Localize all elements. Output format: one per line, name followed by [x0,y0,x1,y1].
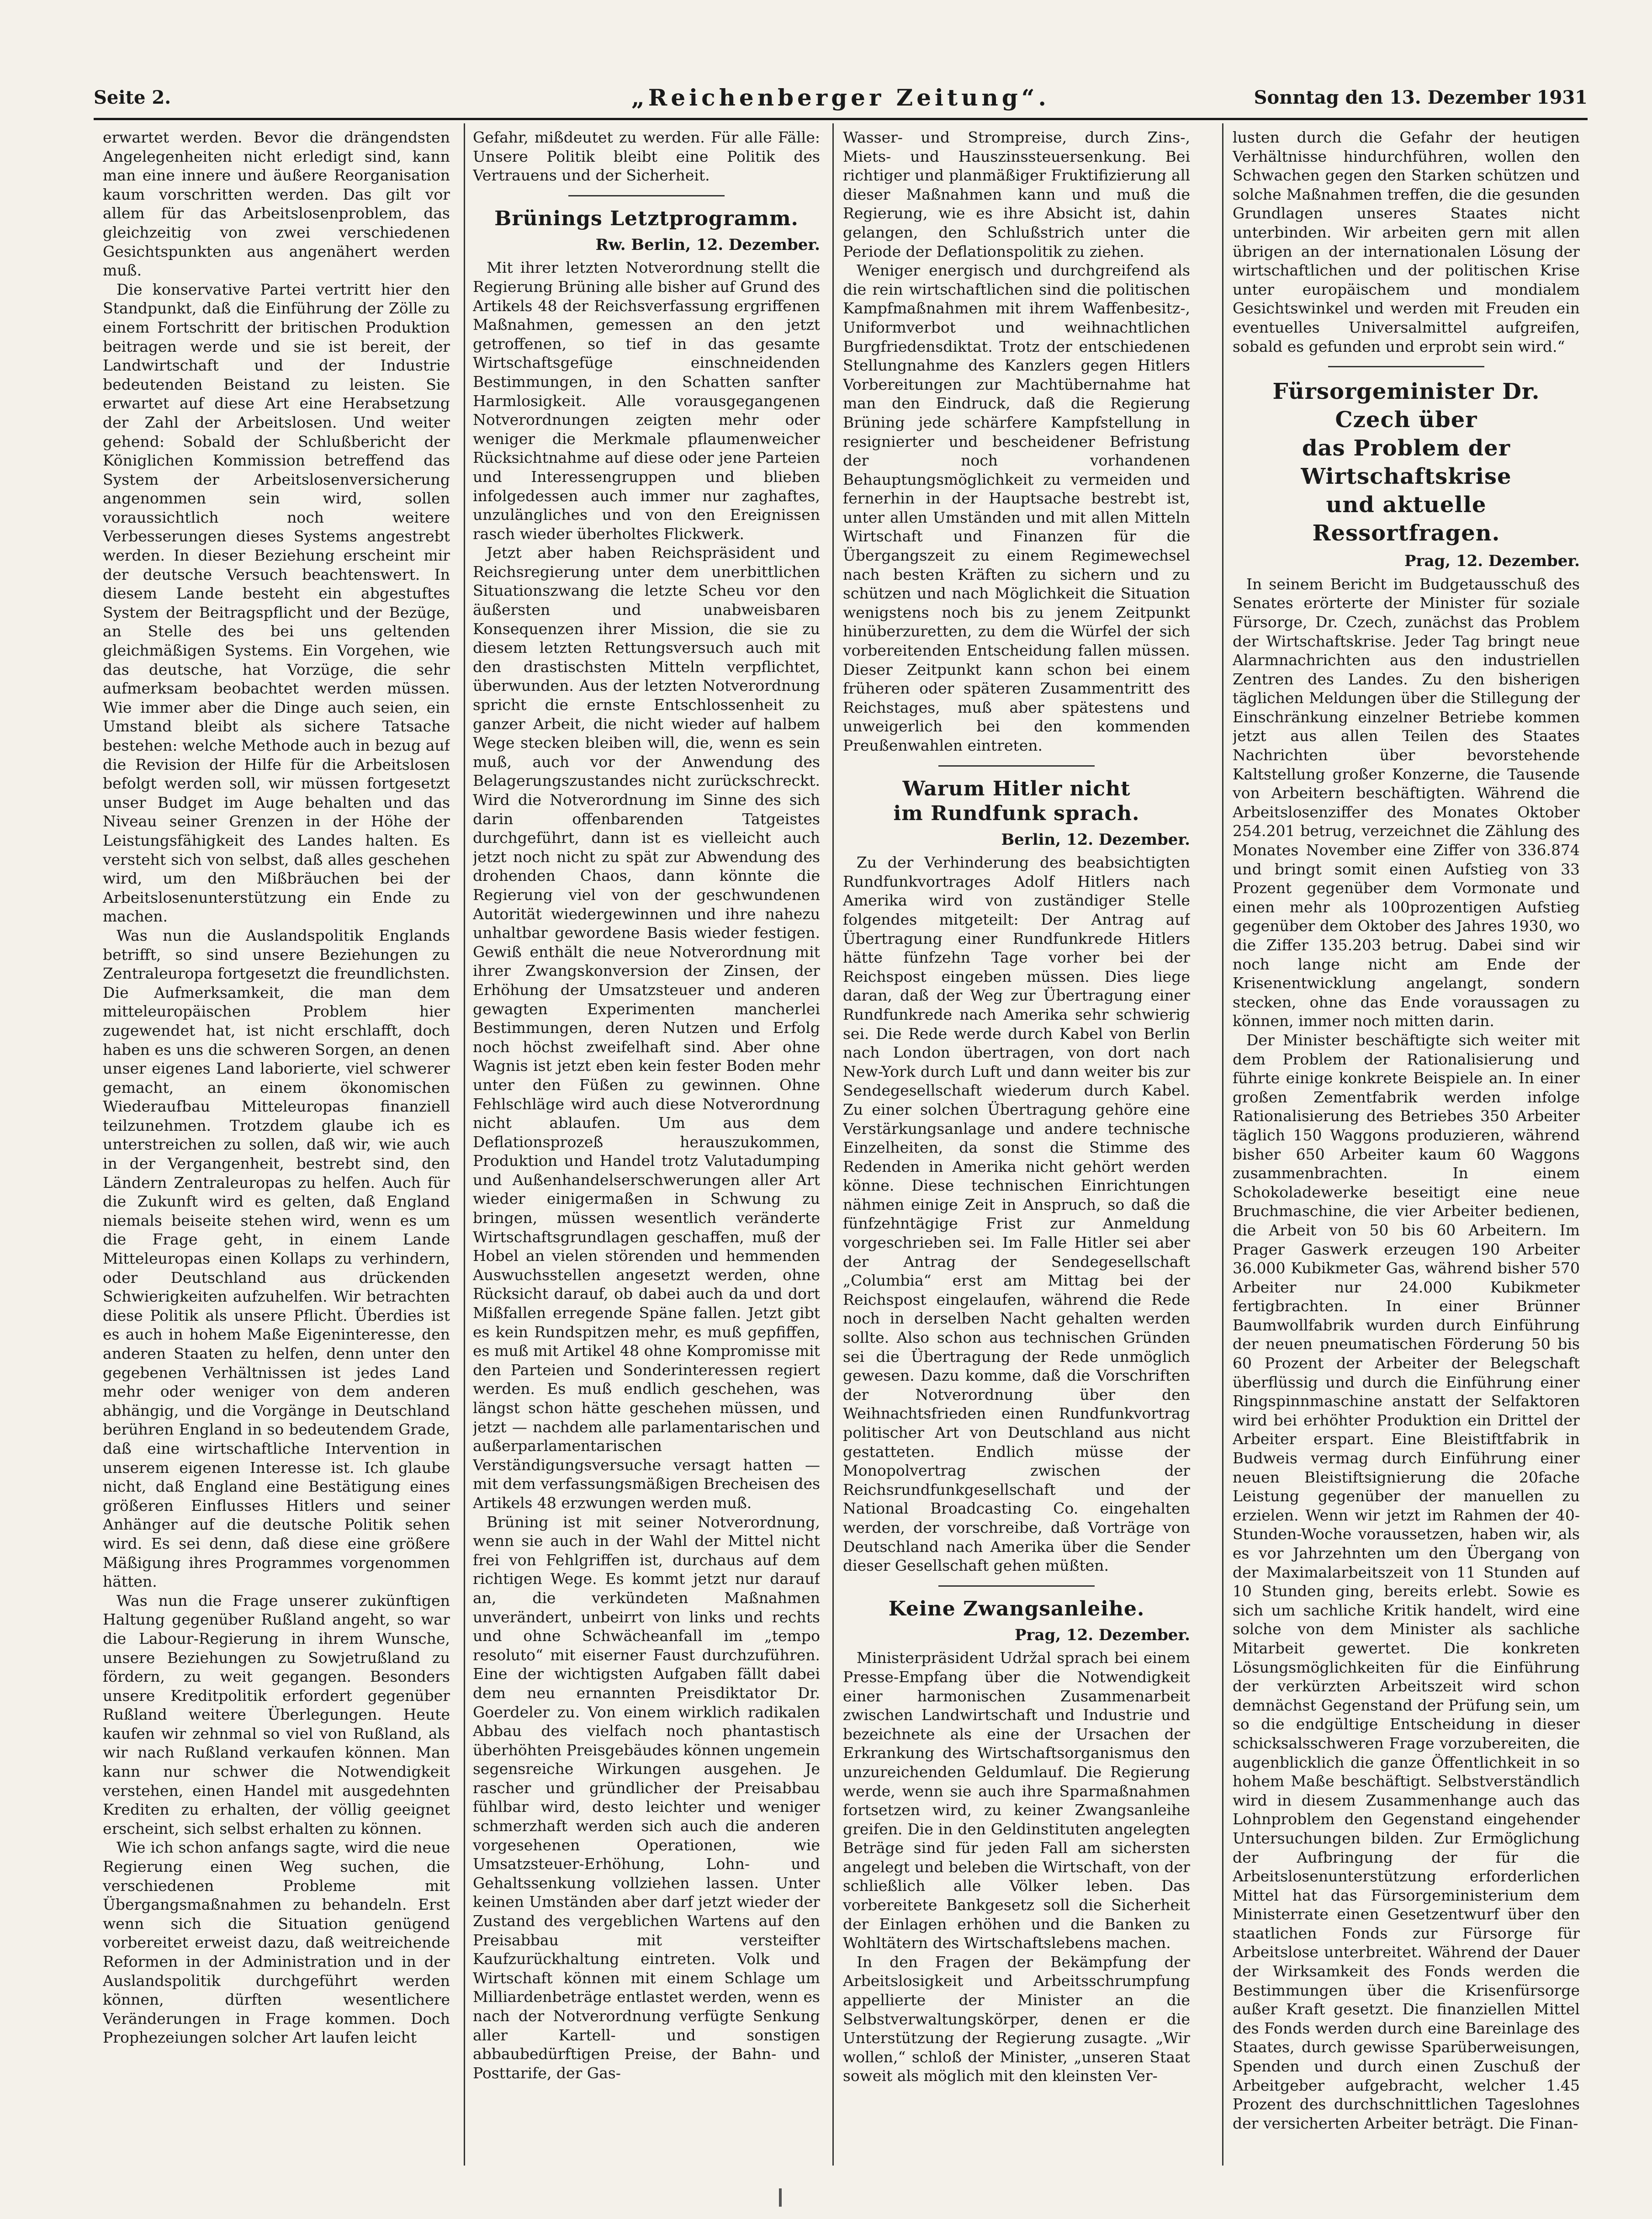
paragraph: Gefahr, mißdeutet zu werden. Für alle Fälle: Unsere Politik bleibt eine Politik des Vertrauens und der Sicherheit. [473,128,820,185]
paragraph: Mit ihrer letzten Notverordnung stellt die Regierung Brüning alle bisher auf Grund des Artikels 48 der Reichsverfassung ergriffenen Maßnahmen, gemessen an den jetzt getroffenen, so tief in das gesamte Wirtschaftsgefüge einschneidenden Bestimmungen, in den Schatten sanfter Harmlosigkeit. Alle vorausgegangenen Notverordnungen zeigten mehr oder weniger die Merkmale pflaumenweicher Rücksichtnahme auf diese oder jene Parteien und Interessengruppen und blieben infolgedessen auch immer nur zaghaftes, unzulängliches und von den Ereignissen rasch wieder überholtes Flickwerk. [473,259,820,543]
paragraph: In seinem Bericht im Budgetausschuß des Senates erörterte der Minister für soziale Fürsorge, Dr. Czech, zunächst das Problem der Wirtschaftskrise. Jeder Tag bringt neue Alarmnachrichten aus den industriellen Zentren des Landes. Zu den bisherigen täglichen Meldungen über die Stillegung der Einschränkung einzelner Betriebe kommen jetzt aus allen Teilen des Staates Nachrichten über bevorstehende Kaltstellung großer Konzerne, die Tausende von Arbeitern beschäftigten. Während die Arbeitslosenziffer des Monates Oktober 254.201 betrug, verzeichnet die Zählung des Monates November eine Ziffer von 336.874 und bringt somit einen Aufstieg von 33 Prozent gegenüber dem Vormonate und einen mehr als 100prozentigen Aufstieg gegenüber dem Oktober des Jahres 1930, wo die Ziffer 135.203 betrug. Dabei sind wir noch lange nicht am Ende der Krisenentwicklung angelangt, sondern stecken, ohne das Ende voraussagen zu können, immer noch mitten darin. [1233,575,1580,1030]
paragraph: Die konservative Partei vertritt hier den Standpunkt, daß die Einführung der Zölle zu einem Fortschritt der britischen Produktion beitragen werde und sie ist bereit, der Landwirtschaft und der Industrie bedeutenden Beistand zu leisten. Sie erwartet auf diese Art eine Herabsetzung der Zahl der Arbeitslosen. Und weiter gehend: Sobald der Schlußbericht der Königlichen Kommission betreffend das System der Arbeitslosenversicherung angenommen sein wird, sollen voraussichtlich noch weitere Verbesserungen dieses Systems angestrebt werden. In dieser Beziehung erscheint mir der deutsche Versuch beachtenswert. In diesem Lande besteht ein abgestuftes System der Beitragspflicht und der Bezüge, an Stelle des bei uns geltenden gleichmäßigen Systems. Ein Vorgehen, wie das deutsche, hat Vorzüge, die sehr aufmerksam beobachtet werden müssen. Wie immer aber die Dinge auch seien, ein Umstand bleibt als sichere Tatsache bestehen: welche Methode auch in bezug auf die Revision der Hilfe für die Arbeitslosen befolgt werden soll, wir müssen fortgesetzt unser Budget im Auge behalten und das Niveau seiner Grenzen in der Höhe der Leistungsfähigkeit des Landes halten. Es versteht sich von selbst, daß alles geschehen wird, um den Mißbräuchen bei der Arbeitslosenunterstützung ein Ende zu machen. [103,280,450,926]
dateline: Prag, 12. Dezember. [1014,1626,1190,1644]
column-2 [473,128,820,2166]
column-1 [103,128,450,2166]
paragraph: Brüning ist mit seiner Notverordnung, wenn sie auch in der Wahl der Mittel nicht frei von Fehlgriffen ist, durchaus auf dem richtigen Wege. Es kommt jetzt nur darauf an, die verkündeten Maßnahmen unverändert, unbeirrt von links und rechts und ohne Schwächeanfall im „tempo resoluto“ mit eiserner Faust durchzuführen. Eine der wichtigsten Aufgaben fällt dabei dem neu ernannten Preisdiktator Dr. Goerdeler zu. Von einem wirklich radikalen Abbau des vielfach noch phantastisch überhöhten Preisgebäudes können ungemein segensreiche Wirkungen ausgehen. Je rascher und gründlicher der Preisabbau fühlbar wird, desto leichter und weniger schmerzhaft werden sich auch die anderen vorgesehenen Operationen, wie Umsatzsteuer-Erhöhung, Lohn- und Gehaltssenkung vollziehen lassen. Unter keinen Umständen aber darf jetzt wieder der Zustand des vergeblichen Wartens auf den Preisabbau mit versteifter Kaufzurückhaltung eintreten. Volk und Wirtschaft können mit einem Schlage um Milliardenbeträge entlastet werden, wenn es nach der Notverordnung verfügte Senkung aller Kartell- und sonstigen abbaubedürftigen Preise, der Bahn- und Posttarife, der Gas- [473,1513,820,2082]
paragraph: Weniger energisch und durchgreifend als die rein wirtschaftlichen sind die politischen Kampfmaßnahmen mit ihrem Waffenbesitz-, Uniformverbot und weihnachtlichen Burgfriedensdiktat. Trotz der entschiedenen Stellungnahme des Kanzlers gegen Hitlers Vorbereitungen zur Machtübernahme hat man den Eindruck, daß die Regierung Brüning jede schärfere Kampfstellung in resignierter und bescheidener Befristung der noch vorhandenen Behauptungsmöglichkeit zu vermeiden und fernerhin in der Hauptsache bestrebt ist, unter allen Umständen und mit allen Mitteln Wirtschaft und Finanzen für die Übergangszeit zu einem Regimewechsel nach besten Kräften zu sichern und zu schützen und nach Möglichkeit die Situation wenigstens noch bis zu jenem Zeitpunkt hinüberzuretten, zu dem die Würfel der sich vorbereitenden Entscheidung fallen müssen. Dieser Zeitpunkt kann schon bei einem früheren oder späteren Zusammentritt des Reichstages, muß aber spätestens und unweigerlich bei den kommenden Preußenwahlen eintreten. [843,261,1190,754]
paragraph: Ministerpräsident Udržal sprach bei einem Presse-Empfang über die Notwendigkeit einer harmonischen Zusammenarbeit zwischen Landwirtschaft und Industrie und bezeichnete als eine der Ursachen der Erkrankung des Wirtschaftsorganismus den unzureichenden Geldumlauf. Die Regierung werde, wenn sie auch ihre Sparmaßnahmen fortsetzen wird, zu keiner Zwangsanleihe greifen. Die in den Geldinstituten angelegten Beträge sind für jeden Fall am sichersten angelegt und beleben die Wirtschaft, von der schließlich alle Völker leben. Das vorbereitete Bankgesetz soll die Sicherheit der Einlagen erhöhen und die Banken zu Wohltätern des Wirtschaftslebens machen. [843,1649,1190,1952]
article-title [1233,377,1580,547]
header-rule [94,118,1588,120]
article-separator [938,765,1095,767]
article-separator [568,195,725,196]
page-number: Seite 2. [94,87,171,108]
paragraph: Was nun die Frage unserer zukünftigen Haltung gegenüber Rußland angeht, so war die Labour-Regierung in ihrem Wunsche, unsere Beziehungen zu Sowjetrußland zu fördern, zu weit gegangen. Besonders unsere Kreditpolitik erfordert gegenüber Rußland weitere Überlegungen. Heute kaufen wir zehnmal so viel von Rußland, als wir nach Rußland verkaufen können. Man kann nur schwer die Notwendigkeit verstehen, einen Handel mit ausgedehnten Krediten zu erhalten, der völlig geeignet erscheint, sich selbst erhalten zu können. [103,1591,450,1838]
dateline: Prag, 12. Dezember. [1404,552,1580,571]
issue-date: Sonntag den 13. Dezember 1931 [1254,87,1588,108]
column-3 [843,128,1190,2166]
column-4 [1233,128,1580,2166]
article-title: Brünings Letztprogramm. [494,207,799,230]
article-title-line: Warum Hitler nicht [902,777,1131,800]
newspaper-title: „Reichenberger Zeitung“. [631,84,1050,111]
paragraph: Der Minister beschäftigte sich weiter mit dem Problem der Rationalisierung und führte einige konkrete Beispiele an. In einer großen Zementfabrik werden infolge Rationalisierung des Betriebes 350 Arbeiter täglich 150 Waggons produzieren, während bisher 650 Arbeiter kaum 60 Waggons zusammenbrachten. In einem Schokoladewerke beseitigt eine neue Bruchmaschine, die vier Arbeiter bedienen, die Arbeit von 50 bis 60 Arbeitern. Im Prager Gaswerk erzeugen 190 Arbeiter 36.000 Kubikmeter Gas, während bisher 570 Arbeiter nur 24.000 Kubikmeter fertigbrachten. In einer Brünner Baumwollfabrik wurden durch Einführung der neuen pneumatischen Förderung 50 bis 60 Prozent der Arbeiter der Belegschaft überflüssig und durch die Einführung einer Ringspinnmaschine anstatt der Selfaktoren wird bei erhöhter Produktion ein Drittel der Arbeiter erspart. Eine Bleistiftfabrik in Budweis vermag durch Einführung einer neuen Bleistiftsignierung die 20fache Leistung gegenüber der manuellen zu erzielen. Wenn wir jetzt im Rahmen der 40-Stunden-Woche voraussetzen, haben wir, als es vor Jahrzehnten um den Übergang von der Maximalarbeitszeit von 11 Stunden auf 10 Stunden ging, bereits erlebt. Sowie es sich um sachliche Kritik handelt, wird eine solche von dem Minister als sachliche Mitarbeit gewertet. Die konkreten Lösungsmöglichkeiten für die Einführung der verkürzten Arbeitszeit wird schon demnächst Gegenstand der Prüfung sein, um so die endgültige Entscheidung in dieser schicksalsschweren Frage vorzubereiten, die augenblicklich die ganze Öffentlichkeit in so hohem Maße beschäftigt. Selbstverständlich wird in diesem Zusammenhange auch das Lohnproblem den Gegenstand eingehender Untersuchungen bilden. Zur Ermöglichung der Aufbringung der für die Arbeitslosenunterstützung erforderlichen Mittel hat das Fürsorgeministerium dem Ministerrate einen Gesetzentwurf über den staatlichen Fonds zur Fürsorge für Arbeitslose unterbreitet. Während der Dauer der Wirksamkeit des Fonds werden die Bestimmungen über die Krisenfürsorge außer Kraft gesetzt. Die finanziellen Mittel des Fonds werden durch eine Bareinlage des Staates, durch gewisse Sparüberweisungen, Spenden und durch einen Zuschuß der Arbeitgeber aufgebracht, welcher 1.45 Prozent des durchschnittlichen Tageslohnes der versicherten Arbeiter beträgt. Die Finan- [1233,1031,1580,2132]
dateline: Rw. Berlin, 12. Dezember. [595,235,820,254]
bottom-mark [779,2188,782,2207]
paragraph: In den Fragen der Bekämpfung der Arbeitslosigkeit und Arbeitsschrumpfung appellierte der Minister an die Selbstverwaltungskörper, denen er die Unterstützung der Regierung zusagte. „Wir wollen,“ schloß der Minister, „unseren Staat soweit als möglich mit den kleinsten Ver- [843,1953,1190,2085]
paragraph: Was nun die Auslandspolitik Englands betrifft, so sind unsere Beziehungen zu Zentraleuropa fortgesetzt die freundlichsten. Die Aufmerksamkeit, die man dem mitteleuropäischen Problem hier zugewendet hat, ist nicht erschlafft, doch haben es uns die schweren Sorgen, an denen unser eigenes Land laborierte, viel schwerer gemacht, an einem ökonomischen Wiederaufbau Mitteleuropas finanziell teilzunehmen. Trotzdem glaube ich es unterstreichen zu sollen, daß wir, wie auch in der Vergangenheit, bestrebt sind, den Ländern Zentraleuropas zu helfen. Auch für die Zukunft wird es gelten, daß England niemals beiseite stehen wird, wenn es um die Frage geht, in einem Lande Mitteleuropas einen Kollaps zu verhindern, oder Deutschland aus drückenden Schwierigkeiten aufzuhelfen. Wir betrachten diese Politik als unsere Pflicht. Überdies ist es auch in hohem Maße Eigeninteresse, den anderen Staaten zu helfen, denn unter den gegebenen Verhältnissen ist jedes Land mehr oder weniger von dem anderen abhängig, und die Vorgänge in Deutschland berühren England in so bedeutendem Grade, daß eine wirtschaftliche Intervention in unserem eigenen Interesse ist. Ich glaube nicht, daß England eine Bestätigung eines größeren Einflusses Hitlers und seiner Anhänger auf die deutsche Politik sehen wird. Es sei denn, daß diese eine größere Mäßigung ihres Programmes vorgenommen hätten. [103,926,450,1591]
paragraph: Jetzt aber haben Reichspräsident und Reichsregierung unter dem unerbittlichen Situationszwang die letzte Scheu vor den äußersten und unabweisbaren Konsequenzen ihrer Mission, die sie zu diesem letzten Rettungsversuch auch mit den drastischsten Mitteln verpflichtet, überwunden. Aus der letzten Notverordnung spricht die ernste Entschlossenheit zu ganzer Arbeit, die nicht wieder auf halbem Wege stecken bleiben will, die, wenn es sein muß, auch vor der Anwendung des Belagerungszustandes nicht zurückschreckt. Wird die Notverordnung im Sinne des sich darin offenbarenden Tatgeistes durchgeführt, dann ist es vielleicht auch jetzt noch nicht zu spät zur Abwendung des drohenden Chaos, dann könnte die Regierung viel von der geschwundenen Autorität wiedergewinnen und ihre nahezu unhaltbar gewordene Basis wieder festigen. Gewiß enthält die neue Notverordnung mit ihrer Zwangskonversion der Zinsen, der Erhöhung der Umsatzsteuer und anderen gewagten Experimenten mancherlei Bestimmungen, deren Nutzen und Erfolg noch höchst zweifelhaft sind. Aber ohne Wagnis ist jetzt eben kein fester Boden mehr unter den Füßen zu gewinnen. Ohne Fehlschläge wird auch diese Notverordnung nicht ablaufen. Um aus dem Deflationsprozeß herauszukommen, Produktion und Handel trotz Valutadumping und Außenhandelserschwerungen aller Art wieder einigermaßen in Schwung zu bringen, müssen wesentlich veränderte Wirtschaftsgrundlagen geschaffen, muß der Hobel an vielen störenden und hemmenden Auswuchsstellen angesetzt werden, ohne Rücksicht darauf, ob dabei auch da und dort Mißfallen erregende Späne fallen. Jetzt gibt es kein Rundspitzen mehr, es muß gepfiffen, es muß mit Artikel 48 ohne Kompromisse mit den Parteien und Sonderinteressen regiert werden. Es muß endlich geschehen, was längst schon hätte geschehen müssen, und jetzt — nachdem alle parlamentarischen und außerparlamentarischen Verständigungsversuche versagt hatten — mit dem verfassungsmäßigen Brecheisen des Artikels 48 erzwungen werden muß. [473,544,820,1512]
paragraph: lusten durch die Gefahr der heutigen Verhältnisse hindurchführen, wollen den Schwachen gegen den Starken schützen und solche Maßnahmen treffen, die die gesunden Grundlagen unseres Staates nicht unterbinden. Wir arbeiten gern mit allen übrigen an der internationalen Lösung der wirtschaftlichen und der politischen Krise unter europäischem und mondialem Gesichtswinkel und werden mit Freuden ein eventuelles Universalmittel aufgreifen, sobald es gefunden und erprobt sein wird.“ [1233,128,1580,355]
article-title [843,777,1190,826]
paragraph: erwartet werden. Bevor die drängendsten Angelegenheiten nicht erledigt sind, kann man eine innere und äußere Reorganisation kaum vorschritten werden. Das gilt vor allem für das Arbeitslosenproblem, das gleichzeitig von zwei verschiedenen Gesichtspunkten aus angenähert werden muß. [103,128,450,280]
article-title: Keine Zwangsanleihe. [888,1597,1145,1621]
dateline: Berlin, 12. Dezember. [1001,830,1190,849]
article-title-line: das Problem der Wirtschaftskrise [1301,435,1512,490]
article-separator [938,1585,1095,1587]
paragraph: Wie ich schon anfangs sagte, wird die neue Regierung einen Weg suchen, die verschiedenen Probleme mit Übergangsmaßnahmen zu behandeln. Erst wenn sich die Situation genügend vorbereitet erweist dazu, daß weitreichende Reformen in der Administration und in der Auslandspolitik durchgeführt werden können, dürften wesentlichere Veränderungen in Frage kommen. Doch Prophezeiungen solcher Art laufen leicht [103,1838,450,2047]
article-title-line: und aktuelle Ressortfragen. [1312,492,1500,546]
paragraph: Wasser- und Strompreise, durch Zins-, Miets- und Hauszinssteuersenkung. Bei richtiger und planmäßiger Fruktifizierung all dieser Maßnahmen kann und muß die Regierung, wie es ihre Absicht ist, dahin gelangen, den Schlußstrich unter die Periode der Deflationspolitik zu ziehen. [843,128,1190,260]
article-title-line: Fürsorgeminister Dr. Czech über [1272,379,1540,433]
column-rule [832,123,834,2166]
article-separator [1328,366,1484,367]
article-title-line: im Rundfunk sprach. [893,801,1140,825]
column-rule [464,123,465,2166]
page-header [94,78,1588,114]
paragraph: Zu der Verhinderung des beabsichtigten Rundfunkvortrages Adolf Hitlers nach Amerika wird von zuständiger Stelle folgendes mitgeteilt: Der Antrag auf Übertragung einer Rundfunkrede Hitlers hätte fünfzehn Tage vorher bei der Reichspost eingeben müssen. Dies liege daran, daß der Weg zur Übertragung einer Rundfunkrede nach Amerika sehr schwierig sei. Die Rede werde durch Kabel von Berlin nach London übertragen, von dort nach New-York durch Luft und dann weiter bis zur Sendegesellschaft wiederum durch Kabel. Zu einer solchen Übertragung gehöre eine Verstärkungsanlage und andere technische Einzelheiten, da sonst die Stimme des Redenden in Amerika nicht gehört werden könne. Diese technischen Einrichtungen nähmen einige Zeit in Anspruch, so daß die fünfzehntägige Frist zur Anmeldung vorgeschrieben sei. Im Falle Hitler sei aber der Antrag der Sendegesellschaft „Columbia“ erst am Mittag bei der Reichspost eingelaufen, während die Rede noch in derselben Nacht gehalten werden sollte. Also schon aus technischen Gründen sei die Übertragung der Rede unmöglich gewesen. Dazu komme, daß die Vorschriften der Notverordnung über den Weihnachtsfrieden einen Rundfunkvortrag politischer Art von Deutschland aus nicht gestatteten. Endlich müsse der Monopolvertrag zwischen der Reichsrundfunkgesellschaft und der National Broadcasting Co. eingehalten werden, der vorschreibe, daß Vorträge von Deutschland nach Amerika über die Sender dieser Gesellschaft gehen müßten. [843,853,1190,1575]
column-rule [1222,123,1223,2166]
